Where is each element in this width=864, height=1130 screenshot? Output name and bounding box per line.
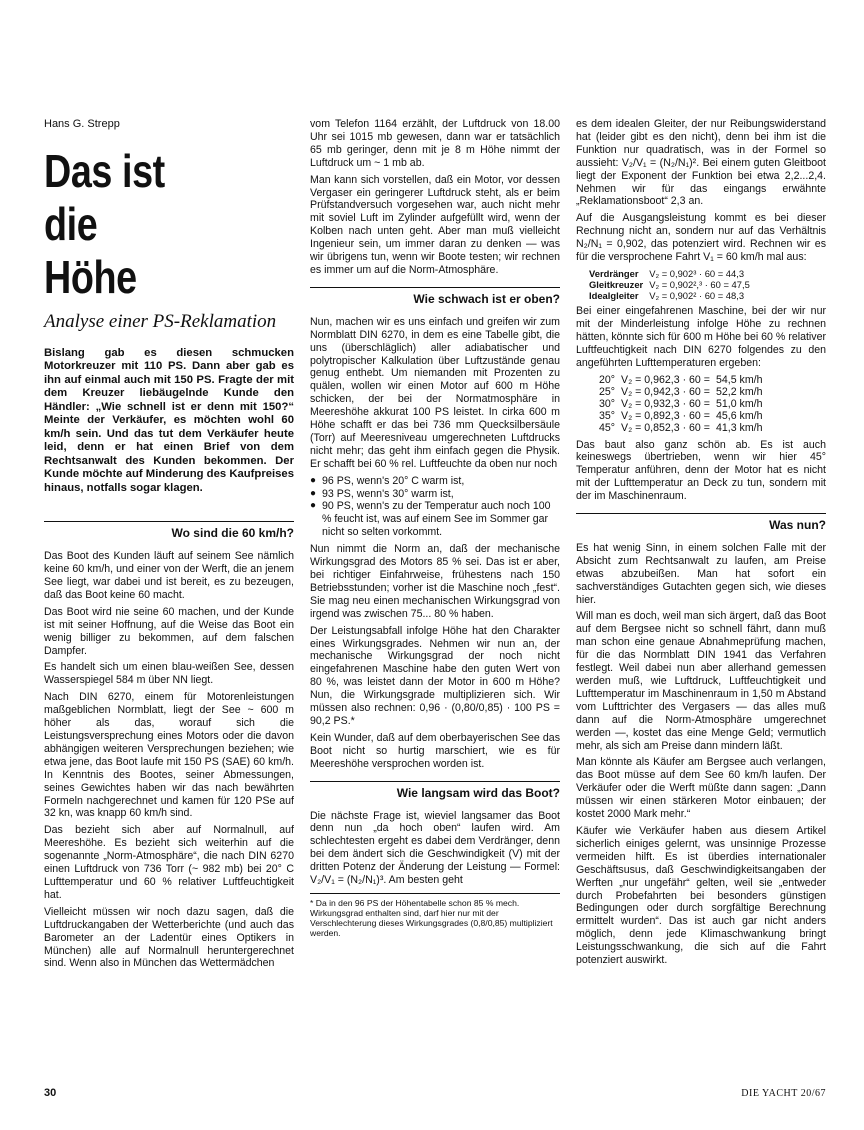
table-cell-result: 41,3 km/h [715,422,763,435]
table-row [596,410,766,422]
body-paragraph: Das bezieht sich aber auf Normalnull, auf Meereshöhe. Es bezieht sich weiterhin auf die sogenannte „Norm-Atmosphäre“, die nach DIN 6270 einen Luftdruck von 736 Torr (~ 982 mb) bei 20° C Lufttemperatur und 60 % relativer Luftfeuchtigkeit hat. [44,824,294,901]
table-cell-result: 54,5 km/h [715,373,763,386]
table-cell-formula: V₂ = 0,902² · 60 = 48,3 [649,289,745,301]
body-paragraph: Nun nimmt die Norm an, daß der mechanische Wirkungsgrad des Motors 85 % sei. Das ist er aber, bei richtiger Einfahrweise, frühestens nach 150 Betriebsstunden; vorher ist die Maschine noch „fest“. Sie mag neu einen mechanischen Wirkungsgrad von irgend was zwischen 75... 80 % haben. [310,543,560,620]
body-paragraph: Nun, machen wir es uns einfach und greifen wir zum Normblatt DIN 6270, in dem es eine Tabelle gibt, die uns (überschläglich) aller adiabatischer und polytropischer Kalkulation über Luftzustände genau genug enthebt. Um niemanden mit Prozenten zu quälen, wollen wir einen Motor auf 600 m Höhe schicken, der bei der Normatmosphäre in Meereshöhe akkurat 100 PS leistet. In cirka 600 m Höhe schafft er das bei 736 mm Quecksilbersäule (Torr) auf Meeresniveau umgerechneten Luftdrucks nicht mehr; das geht ihm einfach gegen die Physik. Er schafft bei 60 % rel. Luftfeuchte da oben nur noch [310,315,560,470]
table-cell-result: 45,6 km/h [715,410,763,423]
table-cell-temp: 45° [599,422,616,435]
body-paragraph: Man könnte als Käufer am Bergsee auch verlangen, das Boot müsse auf dem See 60 km/h laufen. Der Verkäufer oder die Werft müßte dann sagen: „Dann müssen wir einen stärkeren Motor einbauen; der kostet 2000 Mark mehr.“ [576,756,826,821]
body-paragraph: Nach DIN 6270, einem für Motorenleistungen maßgeblichen Normblatt, liegt der See ~ 600 m höher als das, worauf sich die Leistungsversprechung eines Motors oder die davon abhängigen weiteren Versprechungen beziehen; wie etwa jene, das Boot laufe mit 150 PS (SAE) 60 km/h. In Kenntnis des Bootes, seiner Abmessungen, seines Gewichtes haben wir das nach bewährten Formeln nachgerechnet und kamen für 120 PSe auf 32 kn, was knapp 60 km/h sind. [44,691,294,820]
author-name: Hans G. Strepp [44,118,120,130]
table-cell-temp: 30° [599,397,616,410]
table-row [586,279,753,290]
body-paragraph: Das Boot des Kunden läuft auf seinem See nämlich keine 60 km/h, und einer von der Werft, die an jenem See liegt, war dabei und ist bereit, es zu bezeugen, daß das Boot keine 60 macht. [44,550,294,601]
bullet-list [310,475,560,540]
body-paragraph: Man kann sich vorstellen, daß ein Motor, vor dessen Vergaser ein geringerer Luftdruck steht, als er beim Prüfstandversuch vorgesehen war, auch nicht mehr mit soviel Luft im Zylinder aufgefüllt wird, wenn der Kolben nach unten geht. Aber man muß vielleicht Ingenieur sein, um immer daran zu denken — was wir übrigens tun, wenn wir Boote testen; wir rechnen es immer um auf die Norm-Atmosphäre. [310,173,560,276]
publication-source: DIE YACHT 20/67 [741,1088,826,1099]
bullet-item: ● 96 PS, wenn's 20° C warm ist, [310,475,560,488]
table-cell-formula: V₂ = 0,892,3 · 60 = [621,410,710,423]
body-paragraph: Käufer wie Verkäufer haben aus diesem Artikel sicherlich einiges gelernt, was unsinnige Prozesse vermeiden hilft. Es ist überdies internationaler Geschäftsusus, daß Geschwindigkeitsangaben der Werften „nur ungefähr“ gelten, weil sie „entweder durch Probefahrten bei besonders günstigen Bedingungen oder durch sorgfältige Berechnung ermittelt wurden“. Das ist auch gar nicht anders möglich, denn jede Klimaschwankung bringt Leistungsschwankung, die sich auf die Fahrt potenziert auswirkt. [576,824,826,967]
body-paragraph: Die nächste Frage ist, wieviel langsamer das Boot denn nun „da hoch oben“ laufen wird. Am schlechtesten ergeht es dabei dem Verdränger, denn bei dem ändert sich die Geschwindigkeit (V) mit der dritten Potenz der Änderung der Leistung — Formel: V₂/V₁ = (N₂/N₁)³. Am besten geht [310,809,560,887]
lead-paragraph: Bislang gab es diesen schmucken Motorkreuzer mit 110 PS. Dann aber gab es ihn auf einmal auch mit 150 PS. Fragte der mit dem Kreuzer liebäugelnde Kunde den Händler: „Wie schnell ist er denn mit 150?“ Meinte der Verkäufer, es möchten wohl 60 km/h sein. Und das tut dem Verkäufer heute leid, denn er hat einen Brief von dem Rechtsanwalt des Kunden bekommen. Der Kunde möchte auf Minderung des Kaufpreises hinaus, notfalls sogar klagen. [44,346,294,494]
table-row [586,268,753,279]
table-cell-formula: V₂ = 0,902²,³ · 60 = 47,5 [649,278,750,290]
speed-table [586,268,753,301]
body-paragraph: Will man es doch, weil man sich ärgert, daß das Boot auf dem Bergsee nicht so schnell fährt, dann muß man schon eine genaue Abnahmeprüfung machen, für die das Normblatt DIN 1941 das Verfahren festlegt. Weil dabei nun aber allerhand gemessen werden muß, wie Luftdruck, Luftfeuchtigkeit und Lufttemperatur im Maschinenraum in 1,50 m Abstand vom Lufttrichter des Vergasers — das alles muß dann auf die Norm-Atmosphäre umgerechnet werden —, kostet das eine Menge Geld; vermutlich mehr, als sich am Preise dann mindern läßt. [576,610,826,752]
body-paragraph: Auf die Ausgangsleistung kommt es bei dieser Rechnung nicht an, sondern nur auf das Verhältnis N₂/N₁ = 0,902, das potenziert wird. Rechnen wir es für die versprochene Fahrt V₁ = 60 km/h mal aus: [576,212,826,264]
body-paragraph: Bei einer eingefahrenen Maschine, bei der wir nur mit der Minderleistung infolge Höhe zu rechnen hätten, könnte sich für 600 m Höhe bei 60 % relativer Luftfeuchtigkeit nach DIN 6270 folgendes zu den angeführten Lufttemperaturen ergeben: [576,304,826,369]
table-cell-temp: 35° [599,410,616,423]
section-heading: Wie schwach ist er oben? [310,287,560,308]
bullet-item: ● 90 PS, wenn's zu der Temperatur auch noch 100 % feucht ist, was auf einem See im Sommer gar nicht so selten vorkommt. [310,500,560,539]
table-row [596,374,766,386]
article-title-line-1: Das ist [44,144,165,197]
section-heading: Was nun? [576,513,826,534]
table-cell-label: Idealgleiter [589,289,639,301]
table-row [596,398,766,410]
body-paragraph: Es handelt sich um einen blau-weißen See, dessen Wasserspiegel 584 m über NN liegt. [44,661,294,687]
body-paragraph: Das Boot wird nie seine 60 machen, und der Kunde ist mit seiner Hoffnung, auf die Weise das Boot ein wenig billiger zu bekommen, auf dem falschen Dampfer. [44,605,294,657]
bullet-item: ● 93 PS, wenn's 30° warm ist, [310,488,560,501]
table-cell-temp: 20° [599,373,616,386]
table-row [586,290,753,301]
table-cell-label: Verdränger [589,267,639,279]
article-subtitle: Analyse einer PS-Reklamation [44,310,277,332]
table-row [596,386,766,398]
table-cell-formula: V₂ = 0,962,3 · 60 = [621,373,710,386]
table-cell-formula: V₂ = 0,942,3 · 60 = [621,385,710,398]
column-1 [44,118,294,974]
section-heading: Wo sind die 60 km/h? [44,521,294,542]
table-cell-formula: V₂ = 0,932,3 · 60 = [621,397,710,410]
body-paragraph: Vielleicht müssen wir noch dazu sagen, daß die Luftdruckangaben der Wetterberichte (und auch das Barometer an der Ladentür eines Optikers in München) alle auf Normalnull heruntergerechnet sind. Wenn also in München das Wettermädchen [44,905,294,970]
body-paragraph: Das baut also ganz schön ab. Es ist auch keineswegs übertrieben, wenn wir hier 45° Temperatur anführen, denn der Motor hat es nicht mit der Lufttemperatur an Deck zu tun, sondern mit der im Maschinenraum. [576,438,826,503]
section-heading: Wie langsam wird das Boot? [310,781,560,802]
table-row [596,422,766,434]
table-cell-result: 51,0 km/h [715,397,763,410]
footnote: * Da in den 96 PS der Höhentabelle schon 85 % mech. Wirkungsgrad enthalten sind, darf hier nur mit der Verschlechterung dieses Wirkungsgrades (0,8/0,85) multipliziert werden. [310,893,560,938]
body-paragraph: es dem idealen Gleiter, der nur Reibungswiderstand hat (leider gibt es den nicht), denn bei ihm ist die Funktion nur quadratisch, was in der Formel so aussieht: V₂/V₁ = (N₂/N₁)². Bei einem guten Gleitboot liegt der Exponent der Funktion bei etwa 2,2...2,4. Nehmen wir für das eingangs erwähnte „Reklamationsboot“ 2,3 an. [576,118,826,208]
body-paragraph: Kein Wunder, daß auf dem oberbayerischen See das Boot nicht so hurtig marschiert, wie es für Meereshöhe versprochen worden ist. [310,731,560,770]
temperature-table [596,374,766,435]
page-number: 30 [44,1087,57,1099]
article-title-line-2: die [44,197,98,250]
table-cell-temp: 25° [599,385,616,398]
body-paragraph: vom Telefon 1164 erzählt, der Luftdruck von 18.00 Uhr sei 1015 mb gewesen, dann war er tatsächlich 65 mb geringer, denn mit je 8 m Höhe nimmt der Luftdruck um ~ 1 mb ab. [310,118,560,169]
article-title-line-3: Höhe [44,250,137,303]
column-3 [576,118,826,971]
column-2 [310,118,560,938]
body-paragraph: Der Leistungsabfall infolge Höhe hat den Charakter eines Wirkungsgrades. Nehmen wir nun an, der mechanische Wirkungsgrad der noch nicht eingefahrenen Maschine habe den guten Wert von 80 %, was leistet dann der Motor in 600 m Höhe? Nun, die Wirkungsgrade multiplizieren sich. Wir müssen also rechnen: 0,96 · (0,80/0,85) · 100 PS = 90,2 PS.* [310,624,560,727]
table-cell-result: 52,2 km/h [715,385,763,398]
table-cell-formula: V₂ = 0,902³ · 60 = 44,3 [649,267,745,279]
table-cell-formula: V₂ = 0,852,3 · 60 = [621,422,710,435]
table-cell-label: Gleitkreuzer [589,278,644,290]
body-paragraph: Es hat wenig Sinn, in einem solchen Falle mit der Absicht zum Rechtsanwalt zu laufen, am Preise etwas abzubeißen. Man hat sofort ein sachverständiges Gutachten gegen sich, wie dieses hier. [576,541,826,606]
